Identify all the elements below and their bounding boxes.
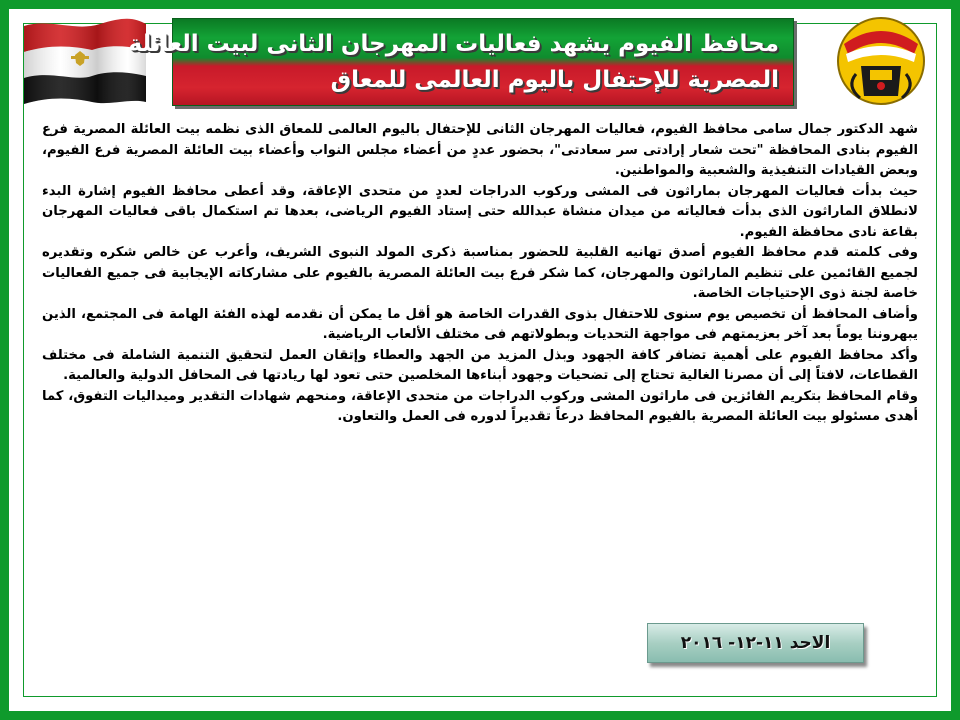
article-paragraph: شهد الدكتور جمال سامى محافظ الفيوم، فعاليات المهرجان الثانى للإحتفال باليوم العالمى للمعاق الذى نظمه بيت العائلة المصرية فرع الفيوم بنادى المحافظة "تحت شعار إرادتى سر سعادتى"، بحضور عددٍ من أعضاء مجلس النواب وأعضاء بيت العائلة المصرية فرع الفيوم، وبعض القيادات التنفيذية والشعبية والمواطنين. bbox=[42, 122, 918, 178]
article-paragraph: وقام المحافظ بتكريم الفائزين فى ماراثون المشى وركوب الدراجات من متحدى الإعاقة، ومنحهم شهادات التقدير وميداليات التفوق، كما أهدى مسئولو بيت العائلة المصرية بالفيوم المحافظ درعاً تقديراً لدوره فى العمل والتعاون. bbox=[42, 388, 918, 424]
fayoum-governorate-logo-icon bbox=[826, 14, 936, 108]
headline-line-2: المصرية للإحتفال باليوم العالمى للمعاق bbox=[330, 67, 779, 93]
headline-line-1: محافظ الفيوم يشهد فعاليات المهرجان الثانى لبيت العائلة bbox=[128, 31, 779, 57]
article-paragraph: وأكد محافظ الفيوم على أهمية تضافر كافة الجهود وبذل المزيد من الجهد والعطاء وإتقان العمل لتحقيق التنمية الشاملة فى مختلف القطاعات، لافتاً إلى أن مصرنا الغالية تحتاج إلى تضحيات وجهود أبناءها المخلصين حتى تعود لها ريادتها فى المحافل الدولية والعالمية. bbox=[42, 347, 918, 383]
article-paragraph: وأضاف المحافظ أن تخصيص يوم سنوى للاحتفال بذوى القدرات الخاصة هو أقل ما يمكن أن نقدمه لهذه الفئة الهامة فى المجتمع، الذين يبهروننا يوماً بعد آخر بعزيمتهم فى مواجهة التحديات وبطولاتهم فى مختلف الألعاب الرياضية. bbox=[42, 306, 918, 342]
headline-banner bbox=[128, 18, 794, 106]
article-paragraph: وفى كلمته قدم محافظ الفيوم أصدق تهانيه القلبية للحضور بمناسبة ذكرى المولد النبوى الشريف، وأعرب عن خالص شكره وتقديره لجميع القائمين على تنظيم الماراثون والمهرجان، كما شكر فرع بيت العائلة المصرية بالفيوم على مشاركاته الإيجابية فى جميع الفعاليات خاصة لجنة ذوى الإحتياجات الخاصة. bbox=[42, 245, 918, 301]
article-paragraph: حيث بدأت فعاليات المهرجان بماراثون فى المشى وركوب الدراجات لعددٍ من متحدى الإعاقة، وقد أعطى محافظ الفيوم إشارة البدء لانطلاق الماراثون الذى بدأت فعالياته من ميدان منشاة عبدالله حتى إستاد الفيوم الرياضى، بعدها تم استكمال باقى فعاليات المهرجان بقاعة نادى محافظة الفيوم. bbox=[42, 183, 918, 240]
article-body bbox=[42, 120, 918, 530]
date-badge: الاحد ١١-١٢- ٢٠١٦ bbox=[647, 623, 864, 663]
